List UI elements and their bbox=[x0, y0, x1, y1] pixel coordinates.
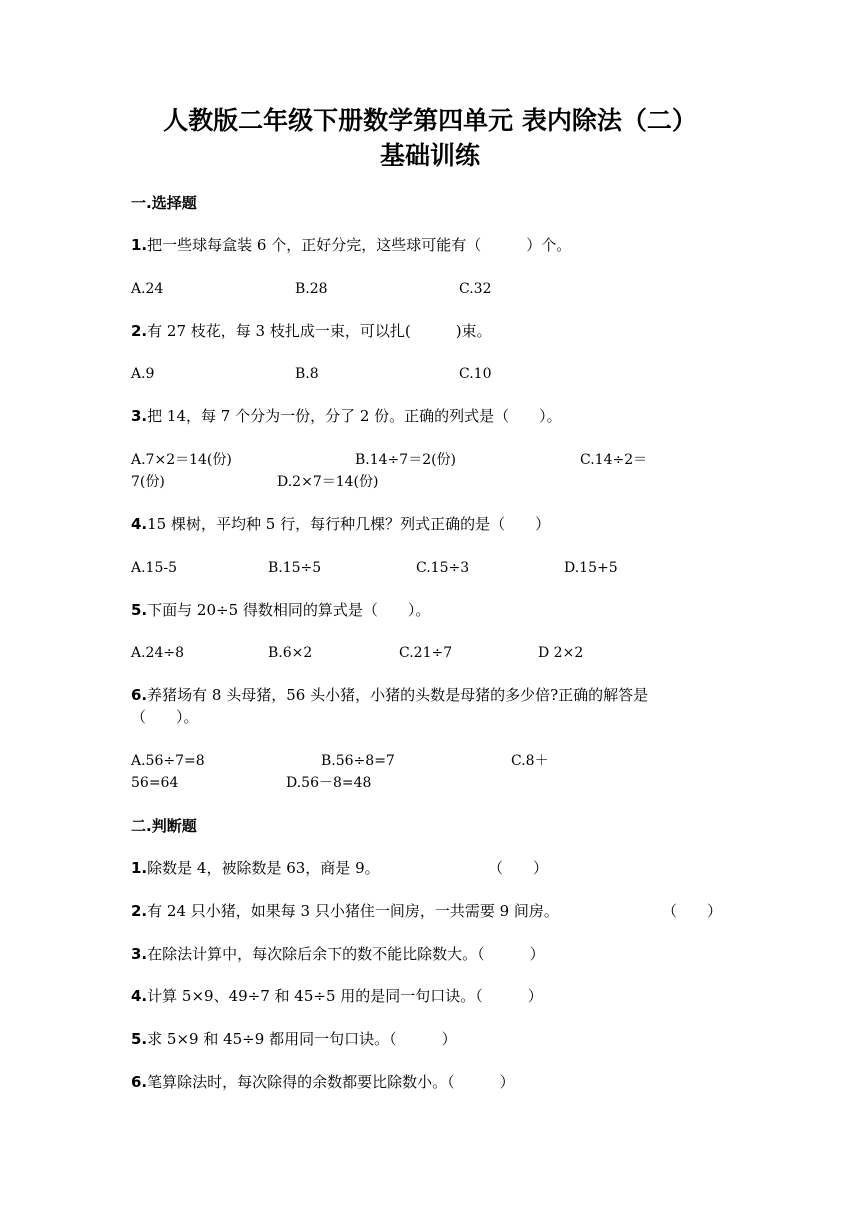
judge-question-3 bbox=[131, 943, 731, 965]
option-c: C.32 bbox=[459, 281, 492, 297]
judge-question-1 bbox=[131, 857, 731, 879]
option-a: A.7×2＝14(份) bbox=[131, 452, 232, 468]
section-heading-choice: 一.选择题 bbox=[131, 194, 197, 212]
choice-question-1 bbox=[131, 234, 731, 256]
question-text: 养猪场有 8 头母猪，56 头小猪，小猪的头数是母猪的多少倍?正确的解答是 bbox=[147, 686, 649, 704]
question-text: 在除法计算中，每次除后余下的数不能比除数大。（ ） bbox=[147, 945, 545, 963]
question-number: 2. bbox=[131, 902, 148, 920]
option-d: D.15+5 bbox=[564, 560, 618, 576]
option-a: A.24÷8 bbox=[131, 645, 185, 661]
question-text: 笔算除法时，每次除得的余数都要比除数小。（ ） bbox=[147, 1073, 515, 1091]
answer-blank: （ ） bbox=[488, 859, 549, 877]
page-title: 人教版二年级下册数学第四单元 表内除法（二） bbox=[163, 106, 697, 135]
question-text: 求 5×9 和 45÷9 都用同一句口诀。（ ） bbox=[147, 1030, 457, 1048]
question-number: 5. bbox=[131, 1030, 148, 1048]
option-a: A.24 bbox=[131, 281, 164, 297]
option-c: C.14÷2＝ bbox=[580, 452, 648, 468]
question-text: 15 棵树，平均种 5 行，每行种几棵？列式正确的是（ ） bbox=[147, 515, 551, 533]
question-number: 2. bbox=[131, 322, 148, 340]
section-heading-judge: 二.判断题 bbox=[131, 817, 197, 835]
choice-question-4 bbox=[131, 513, 731, 535]
option-d: D.56－8=48 bbox=[286, 775, 372, 791]
answer-blank: （ ） bbox=[662, 902, 723, 920]
page-subtitle: 基础训练 bbox=[379, 141, 480, 170]
judge-question-4 bbox=[131, 985, 731, 1007]
question-number: 1. bbox=[131, 236, 148, 254]
question-number: 4. bbox=[131, 987, 148, 1005]
choice-question-6 bbox=[131, 684, 731, 706]
option-c: C.10 bbox=[459, 366, 492, 382]
question-text: 把一些球每盒装 6 个，正好分完，这些球可能有（ ）个。 bbox=[147, 236, 572, 254]
question-text: 有 24 只小猪，如果每 3 只小猪住一间房，一共需要 9 间房。 bbox=[147, 902, 559, 920]
question-text: 除数是 4，被除数是 63，商是 9。 bbox=[147, 859, 380, 877]
question-number: 4. bbox=[131, 515, 148, 533]
option-b: B.8 bbox=[295, 366, 319, 382]
question-number: 6. bbox=[131, 686, 148, 704]
question-number: 3. bbox=[131, 945, 148, 963]
question-text: 下面与 20÷5 得数相同的算式是（ ）。 bbox=[147, 601, 431, 619]
question-text: 把 14，每 7 个分为一份，分了 2 份。正确的列式是（ ）。 bbox=[147, 407, 562, 425]
judge-question-6 bbox=[131, 1071, 731, 1093]
question-text: 计算 5×9、49÷7 和 45÷5 用的是同一句口诀。（ ） bbox=[147, 987, 543, 1005]
judge-question-5 bbox=[131, 1028, 731, 1050]
option-a: A.15-5 bbox=[131, 560, 178, 576]
choice-question-3 bbox=[131, 405, 731, 427]
option-b: B.6×2 bbox=[268, 645, 313, 661]
option-d: D 2×2 bbox=[538, 645, 584, 661]
option-c: C.15÷3 bbox=[416, 560, 470, 576]
choice-question-2 bbox=[131, 320, 731, 342]
option-a: A.9 bbox=[131, 366, 155, 382]
choice-question-6-continued: （ ）。 bbox=[131, 708, 199, 726]
question-text: 有 27 枝花，每 3 枝扎成一束，可以扎( )束。 bbox=[147, 322, 492, 340]
option-c: C.21÷7 bbox=[399, 645, 453, 661]
option-d: D.2×7＝14(份) bbox=[277, 474, 379, 490]
option-b: B.15÷5 bbox=[268, 560, 322, 576]
choice-question-5 bbox=[131, 599, 731, 621]
option-c-continued: 7(份) bbox=[131, 474, 165, 490]
option-c: C.8＋ bbox=[511, 753, 549, 769]
option-b: B.56÷8=7 bbox=[321, 753, 395, 769]
option-b: B.28 bbox=[295, 281, 328, 297]
option-c-continued: 56=64 bbox=[131, 775, 179, 791]
question-number: 3. bbox=[131, 407, 148, 425]
option-b: B.14÷7＝2(份) bbox=[355, 452, 457, 468]
option-a: A.56÷7=8 bbox=[131, 753, 205, 769]
question-number: 6. bbox=[131, 1073, 148, 1091]
question-number: 5. bbox=[131, 601, 148, 619]
judge-question-2 bbox=[131, 900, 731, 922]
question-number: 1. bbox=[131, 859, 148, 877]
